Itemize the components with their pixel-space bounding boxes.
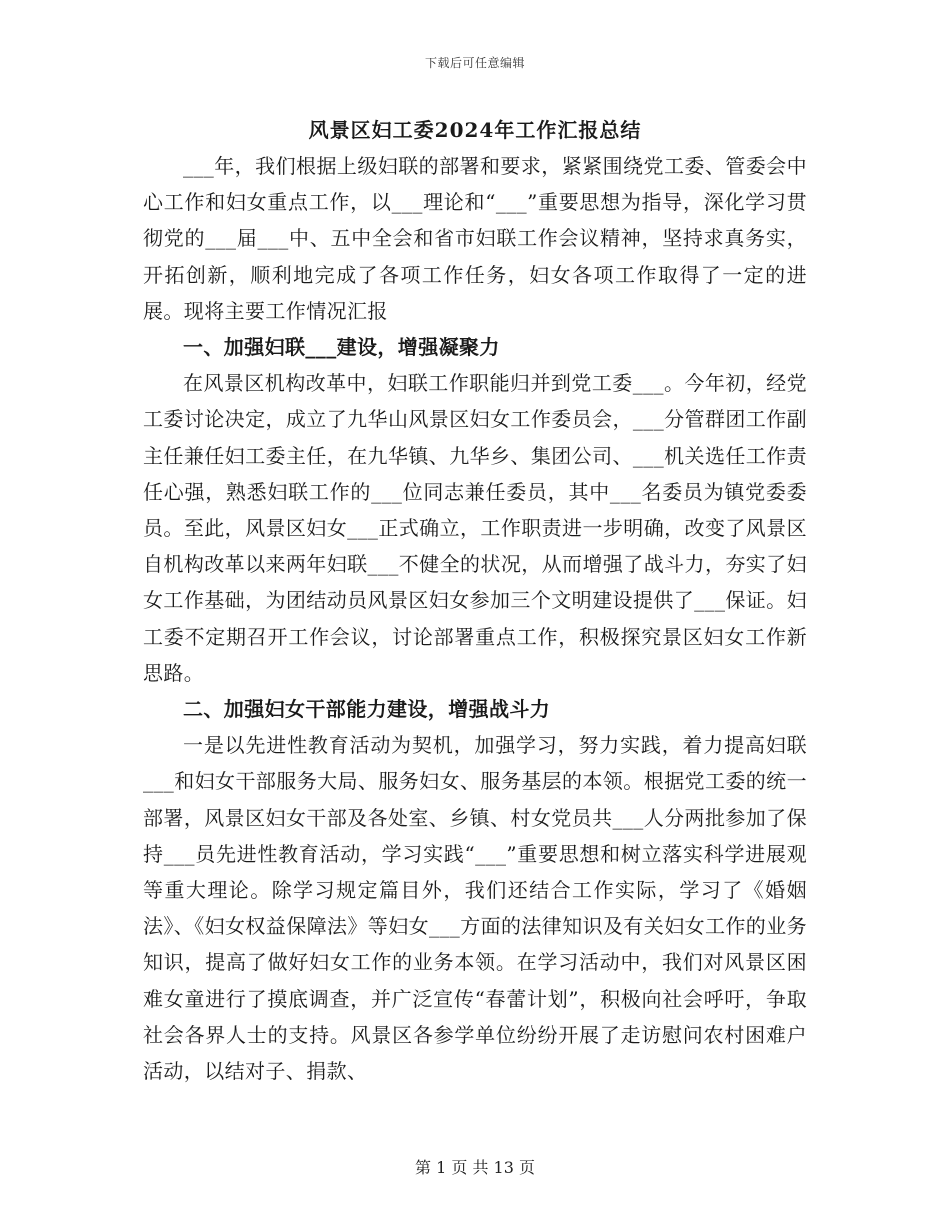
paragraph-section-2: 一是以先进性教育活动为契机，加强学习，努力实践，着力提高妇联___和妇女干部服务大局、服务妇女、服务基层的本领。根据党工委的统一部署，风景区妇女干部及各处室、乡镇、村女党员共___人分两批参加了保持___员先进性教育活动，学习实践“___”重要思想和树立落实科学进展观等重大理论。除学习规定篇目外，我们还结合工作实际，学习了《婚姻法》、《妇女权益保障法》等妇女___方面的法律知识及有关妇女工作的业务知识，提高了做好妇女工作的业务本领。在学习活动中，我们对风景区困难女童进行了摸底调查，并广泛宣传“春蕾计划”，积极向社会呼吁，争取社会各界人士的支持。风景区各参学单位纷纷开展了走访慰问农村困难户活动，以结对子、捐款、 [143, 733, 807, 1084]
paragraph-intro: ___年，我们根据上级妇联的部署和要求，紧紧围绕党工委、管委会中心工作和妇女重点工作，以___理论和“___”重要思想为指导，深化学习贯彻党的___届___中、五中全会和省市妇联工作会议精神，坚持求真务实，开拓创新，顺利地完成了各项工作任务，妇女各项工作取得了一定的进展。现将主要工作情况汇报 [143, 154, 807, 323]
section-heading-1: 一、加强妇联___建设，增强凝聚力 [183, 335, 500, 360]
document-title: 风景区妇工委2024年工作汇报总结 [308, 118, 642, 142]
header-note: 下载后可任意编辑 [424, 56, 525, 70]
page-footer: 第 1 页 共 13 页 [415, 1158, 535, 1177]
paragraph-section-1: 在风景区机构改革中，妇联工作职能归并到党工委___。今年初，经党工委讨论决定，成立了九华山风景区妇女工作委员会，___分管群团工作副主任兼任妇工委主任，在九华镇、九华乡、集团公司、___机关选任工作责任心强，熟悉妇联工作的___位同志兼任委员，其中___名委员为镇党委委员。至此，风景区妇女___正式确立，工作职责进一步明确，改变了风景区自机构改革以来两年妇联___不健全的状况，从而增强了战斗力，夯实了妇女工作基础，为团结动员风景区妇女参加三个文明建设提供了___保证。妇工委不定期召开工作会议，讨论部署重点工作，积极探究景区妇女工作新思路。 [143, 371, 807, 685]
document-body [143, 148, 807, 1089]
section-heading-2: 二、加强妇女干部能力建设，增强战斗力 [183, 697, 551, 722]
